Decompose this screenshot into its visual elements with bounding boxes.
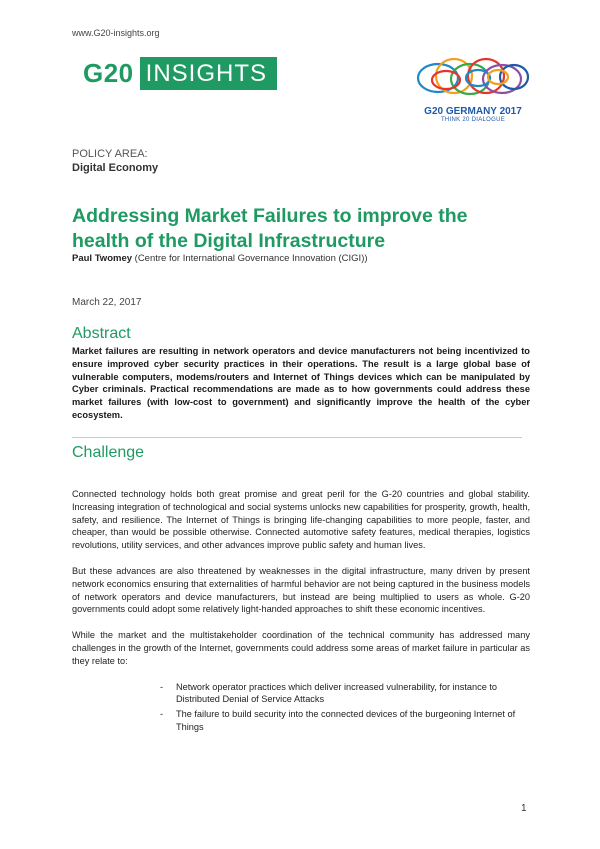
partner-title: G20 GERMANY 2017 — [424, 106, 522, 117]
site-url: www.G20-insights.org — [72, 28, 160, 38]
list-item — [160, 681, 530, 707]
bullet-dash: - — [160, 709, 164, 720]
logo-g20-text: G20 — [83, 57, 140, 90]
challenge-heading: Challenge — [72, 444, 145, 461]
page-number: 1 — [521, 803, 527, 814]
list-item-text: Network operator practices which deliver increased vulnerability, for instance to Distributed Denial of Service Attacks — [176, 681, 498, 705]
g20-germany-knot-icon — [414, 52, 532, 104]
abstract-heading: Abstract — [72, 325, 131, 342]
g20-germany-logo — [413, 52, 533, 123]
document-date: March 22, 2017 — [72, 297, 142, 308]
challenge-paragraph: But these advances are also threatened by weaknesses in the digital infrastructure, many driven by present network economics ensuring that externalities of harmful behavior are not being captured in the business models of network operators and device manufacturers, but instead are being multiplied to users as whole. G-20 governments could adopt some relatively light-handed approaches to shift these economic incentives. — [72, 565, 530, 615]
author-affiliation: (Centre for International Governance Innovation (CIGI)) — [134, 253, 368, 264]
challenge-paragraph: Connected technology holds both great promise and great peril for the G-20 countries and global stability. Increasing integration of technological and social systems unlocks new capabilities for prosperity, growth, health, safety, and resilience. The Internet of Things is bringing life-changing capabilities to more people, faster, and cheaper, than would be possible otherwise. Connected automotive safety features, medical therapies, logistics revolutions, utility services, and other advances improve public safety and human lives. — [72, 489, 530, 551]
list-item — [160, 708, 530, 734]
partner-subtitle: THINK 20 DIALOGUE — [440, 117, 506, 123]
policy-area — [72, 147, 158, 175]
bullet-dash: - — [160, 681, 164, 692]
challenge-paragraph: While the market and the multistakeholder coordination of the technical community has addressed many challenges in the growth of the Internet, governments could address some areas of market failure in particular as they relate to: — [72, 630, 530, 666]
section-divider — [72, 437, 522, 438]
author-line — [72, 253, 368, 264]
g20-insights-logo — [83, 57, 277, 90]
policy-area-label: POLICY AREA: — [72, 148, 148, 160]
abstract-text: Market failures are resulting in network operators and device manufacturers not being incentivized to ensure improved cyber security practices in their operations. The result is a large global base of vulnerable computers, modems/routers and Internet of Things devices which can be manipulated by Cyber criminals. Practical recommendations are made as to how governments could address these market failures (with low-cost to government) and significantly improve the health of the cyber ecosystem. — [72, 346, 530, 420]
challenge-body — [72, 488, 530, 736]
logo-insights-text: INSIGHTS — [140, 57, 277, 90]
list-item-text: The failure to build security into the connected devices of the burgeoning Internet of Things — [176, 709, 516, 732]
author-name: Paul Twomey — [72, 253, 133, 264]
document-title: Addressing Market Failures to improve the health of the Digital Infrastructure — [72, 205, 468, 252]
challenge-bullet-list — [160, 681, 530, 734]
policy-area-value: Digital Economy — [72, 162, 159, 174]
